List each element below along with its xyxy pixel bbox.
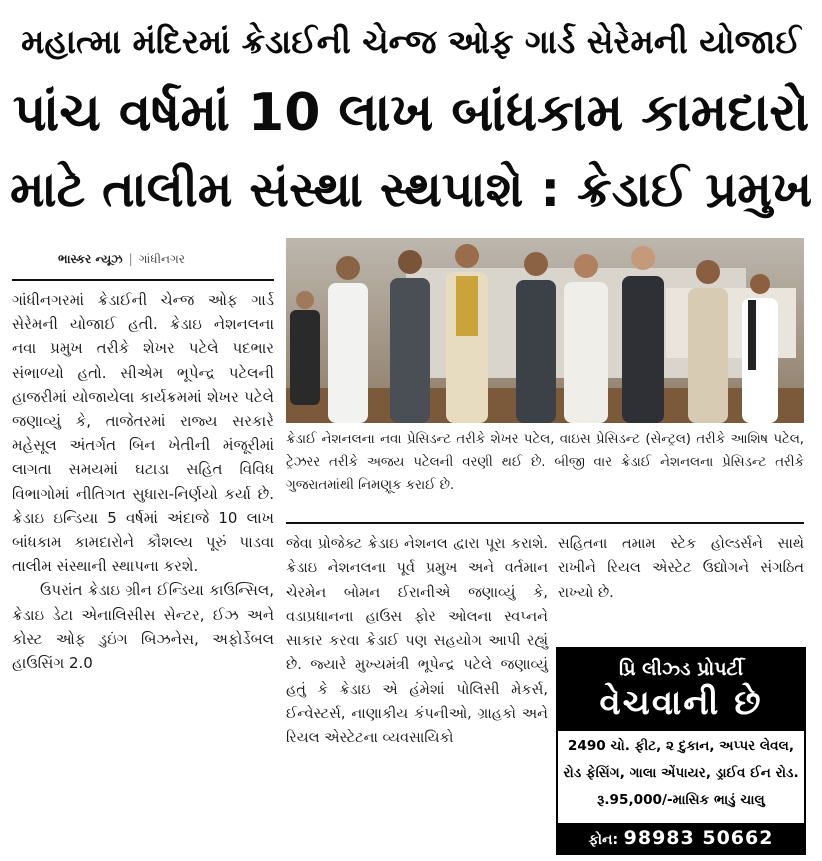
ad-subtitle: પ્રિ લીઝ્ડ પ્રોપર્ટી bbox=[618, 658, 744, 680]
headline-line-3: માટે તાલીમ સંસ્થા સ્થપાશે : ક્રેડાઈ પ્રમુખ bbox=[10, 161, 812, 218]
caption-rule bbox=[286, 522, 804, 524]
photo-caption: ક્રેડાઈ નેશનલના નવા પ્રેસિડન્ટ તરીકે શેખર પટેલ, વાઇસ પ્રેસિડન્ટ (સેન્ટ્રલ) તરીકે આશિષ પટેલ, ટ્રેઝરર તરીકે અજય પટેલની વરણી થઈ છે. બીજી વાર ક્રેડાઈ નેશનલના પ્રેસિડન્ટ તરીકે ગુજરાતમાંથી નિમણૂક કરાઈ છે. bbox=[286, 432, 804, 493]
article-paragraph-2: ઉપરાંત ક્રેડાઇ ગ્રીન ઈન્ડિયા કાઉન્સિલ, ક્રેડાઇ ડેટા એનાલિસીસ સેન્ટર, ઈઝ અને કોસ્ટ ઓફ ડુઇંગ બિઝનેસ, અફોર્ડેબલ હાઉસિંગ 2.0 bbox=[12, 581, 274, 673]
ad-rent: રૂ.95,000/-માસિક ભાડું ચાલુ bbox=[597, 792, 765, 808]
ad-header bbox=[558, 649, 804, 731]
ad-details-line-2: રોડ ફેસિંગ, ગાલા એંપાયર, ડ્રાઈવ ઈન રોડ. bbox=[563, 765, 799, 781]
event-photo-image bbox=[286, 238, 804, 423]
ad-phone-number: 98983 50662 bbox=[623, 827, 774, 849]
ad-contact bbox=[558, 823, 804, 853]
headline-line-2: પાંચ વર્ષમાં 10 લાખ બાંધકામ કામદારો bbox=[12, 83, 810, 143]
byline-separator: | bbox=[128, 252, 133, 266]
ad-title: વેચવાની છે bbox=[599, 683, 763, 723]
article-paragraph-1: ગાંધીનગરમાં ક્રેડાઈની ચેન્જ ઓફ ગાર્ડ સેરેમની યોજાઈ હતી. ક્રેડાઇ નેશનલના નવા પ્રમુખ તરીકે શેખર પટેલે પદભાર સંભાળ્યો હતો. સીએમ ભૂપેન્દ્ર પટેલની હાજરીમાં યોજાયેલા કાર્યક્રમમાં શેખર પટેલે જણાવ્યું કે, તાજેતરમાં રાજ્ય સરકારે મહેસૂલ અંતર્ગત બિન ખેતીની મંજૂરીમાં લાગતા સમયમાં ઘટાડા સહિત વિવિધ વિભાગોમાં નીતિગત સુધારા-નિર્ણયો કર્યા છે. ક્રેડાઇ ઇન્ડિયા 5 વર્ષમાં અંદાજે 10 લાખ બાંધકામ કામદારોને કૌશલ્ય પૂરું પાડવા તાલીમ સંસ્થાની સ્થાપના કરશે. bbox=[12, 291, 274, 576]
article-column-1 bbox=[12, 288, 274, 675]
ad-details bbox=[558, 733, 804, 814]
byline-place: ગાંધીનગર bbox=[138, 252, 185, 266]
classified-ad bbox=[556, 647, 806, 855]
event-photo bbox=[286, 238, 804, 423]
headline-line-1: મહાત્મા મંદિરમાં ક્રેડાઈની ચેન્જ ઓફ ગાર્ડ સેરેમની યોજાઈ bbox=[21, 22, 801, 61]
article-column-2: જેવા પ્રોજેક્ટ ક્રેડાઇ નેશનલ દ્વારા પૂરા કરાશે. ક્રેડાઇ નેશનલના પૂર્વ પ્રમુખ અને વર્તમાન ચેરમેન બોમન ઈરાનીએ જણાવ્યું કે, વડાપ્રધાનના હાઉસ ફોર ઓલના સ્વપ્નને સાકાર કરવા ક્રેડાઈ પણ સહયોગ આપી રહ્યું છે. જ્યારે મુખ્યમંત્રી ભૂપેન્દ્ર પટેલે જણાવ્યું હતું કે ક્રેડાઇ એ હંમેશાં પોલિસી મેકર્સ, ઈન્વેસ્ટર્સ, નાણાકીય કંપનીઓ, ગ્રાહકો અને રિયલ એસ્ટેટના વ્યવસાયિકો bbox=[286, 536, 548, 747]
column-rule bbox=[12, 279, 274, 281]
byline bbox=[58, 252, 185, 267]
article-column-3: સહિતના તમામ સ્ટેક હોલ્ડર્સને સાથે રાખીને રિયલ એસ્ટેટ ઉદ્યોગને સંગઠિત રાખ્યો છે. bbox=[558, 536, 804, 601]
ad-details-line-1: 2490 ચો. ફીટ, ૨ દુકાન, અપ્પર લેવલ, bbox=[567, 738, 795, 754]
byline-agency: ભાસ્કર ન્યૂઝ bbox=[58, 252, 123, 266]
ad-phone-label: ફોન: bbox=[588, 832, 619, 848]
